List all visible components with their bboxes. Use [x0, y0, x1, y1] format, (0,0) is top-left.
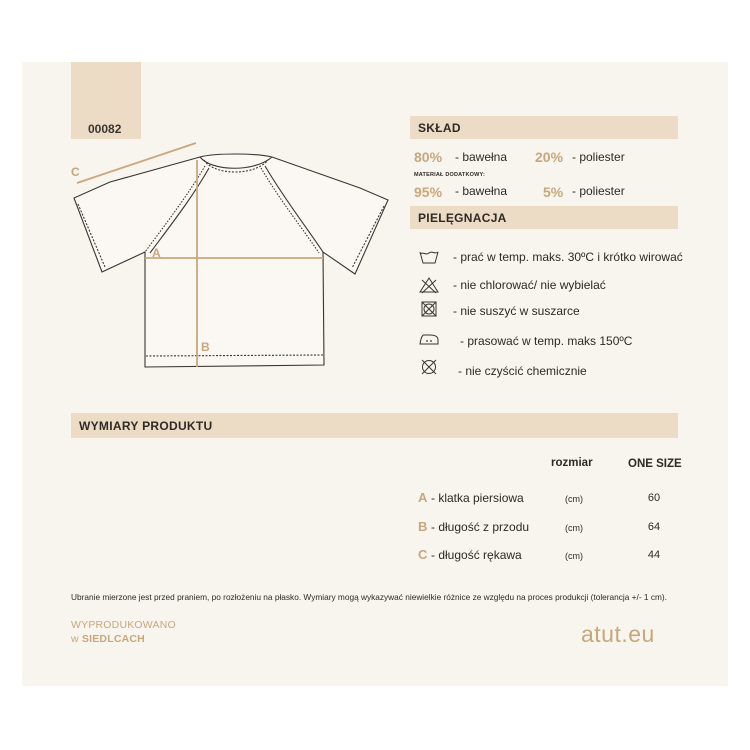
made-in-prefix: w — [71, 633, 82, 645]
row-label: - długość z przodu — [431, 520, 530, 534]
diagram-label-c: C — [71, 165, 80, 179]
row-letter: B — [418, 519, 428, 534]
iron-150-icon — [418, 330, 440, 348]
dimensions-title: WYMIARY PRODUKTU — [79, 418, 213, 433]
composition-main-percent-2: 20% — [535, 149, 564, 165]
no-dry-clean-icon — [418, 358, 440, 376]
row-unit: (cm) — [565, 523, 583, 533]
additional-material-label: MATERIAŁ DODATKOWY: — [414, 172, 486, 178]
care-text-bleach: - nie chlorować/ nie wybielać — [453, 278, 606, 292]
composition-add-material-1: - bawełna — [455, 184, 508, 198]
onesize-column-header: ONE SIZE — [628, 458, 682, 470]
tshirt-diagram — [60, 140, 400, 380]
row-value: 60 — [647, 492, 661, 504]
composition-main-material-1: - bawełna — [455, 150, 508, 164]
composition-add-percent-2: 5% — [543, 184, 564, 200]
composition-main-percent-1: 80% — [414, 149, 443, 165]
care-text-wash: - prać w temp. maks. 30ºC i krótko wirować — [453, 250, 683, 264]
made-in-line2 — [71, 633, 145, 645]
row-unit: (cm) — [565, 551, 583, 561]
no-bleach-icon — [418, 276, 440, 294]
care-text-iron: - prasować w temp. maks 150ºC — [460, 334, 633, 348]
care-text-dry-clean: - nie czyścić chemicznie — [458, 364, 587, 378]
product-code: 00082 — [88, 122, 122, 136]
diagram-label-a: A — [152, 246, 161, 260]
no-tumble-dry-icon — [418, 300, 440, 318]
row-value: 64 — [647, 521, 661, 533]
composition-main-material-2: - poliester — [572, 150, 625, 164]
composition-add-material-2: - poliester — [572, 184, 625, 198]
row-letter: C — [418, 547, 428, 562]
made-in-line1: WYPRODUKOWANO — [71, 619, 176, 631]
row-label: - długość rękawa — [431, 548, 522, 562]
composition-header — [410, 116, 678, 139]
measurement-footnote: Ubranie mierzone jest przed praniem, po rozłożeniu na płasko. Wymiary mogą wykazywać niewielkie różnice ze względu na proces produkcji (tolerancja +/- 1 cm). — [71, 592, 667, 602]
care-text-dry: - nie suszyć w suszarce — [453, 304, 580, 318]
wash-30-icon — [418, 248, 440, 266]
dimensions-header — [71, 413, 678, 438]
diagram-label-b: B — [201, 340, 210, 354]
care-header — [410, 206, 678, 229]
row-label: - klatka piersiowa — [431, 491, 524, 505]
brand-logo[interactable]: atut.eu — [581, 621, 655, 647]
made-in-city: SIEDLCACH — [81, 633, 145, 645]
row-unit: (cm) — [565, 494, 583, 504]
composition-title: SKŁAD — [418, 120, 461, 135]
row-value: 44 — [647, 549, 661, 561]
composition-add-percent-1: 95% — [414, 184, 443, 200]
care-title: PIELĘGNACJA — [418, 210, 507, 225]
row-letter: A — [418, 490, 428, 505]
size-column-header: rozmiar — [551, 457, 593, 469]
